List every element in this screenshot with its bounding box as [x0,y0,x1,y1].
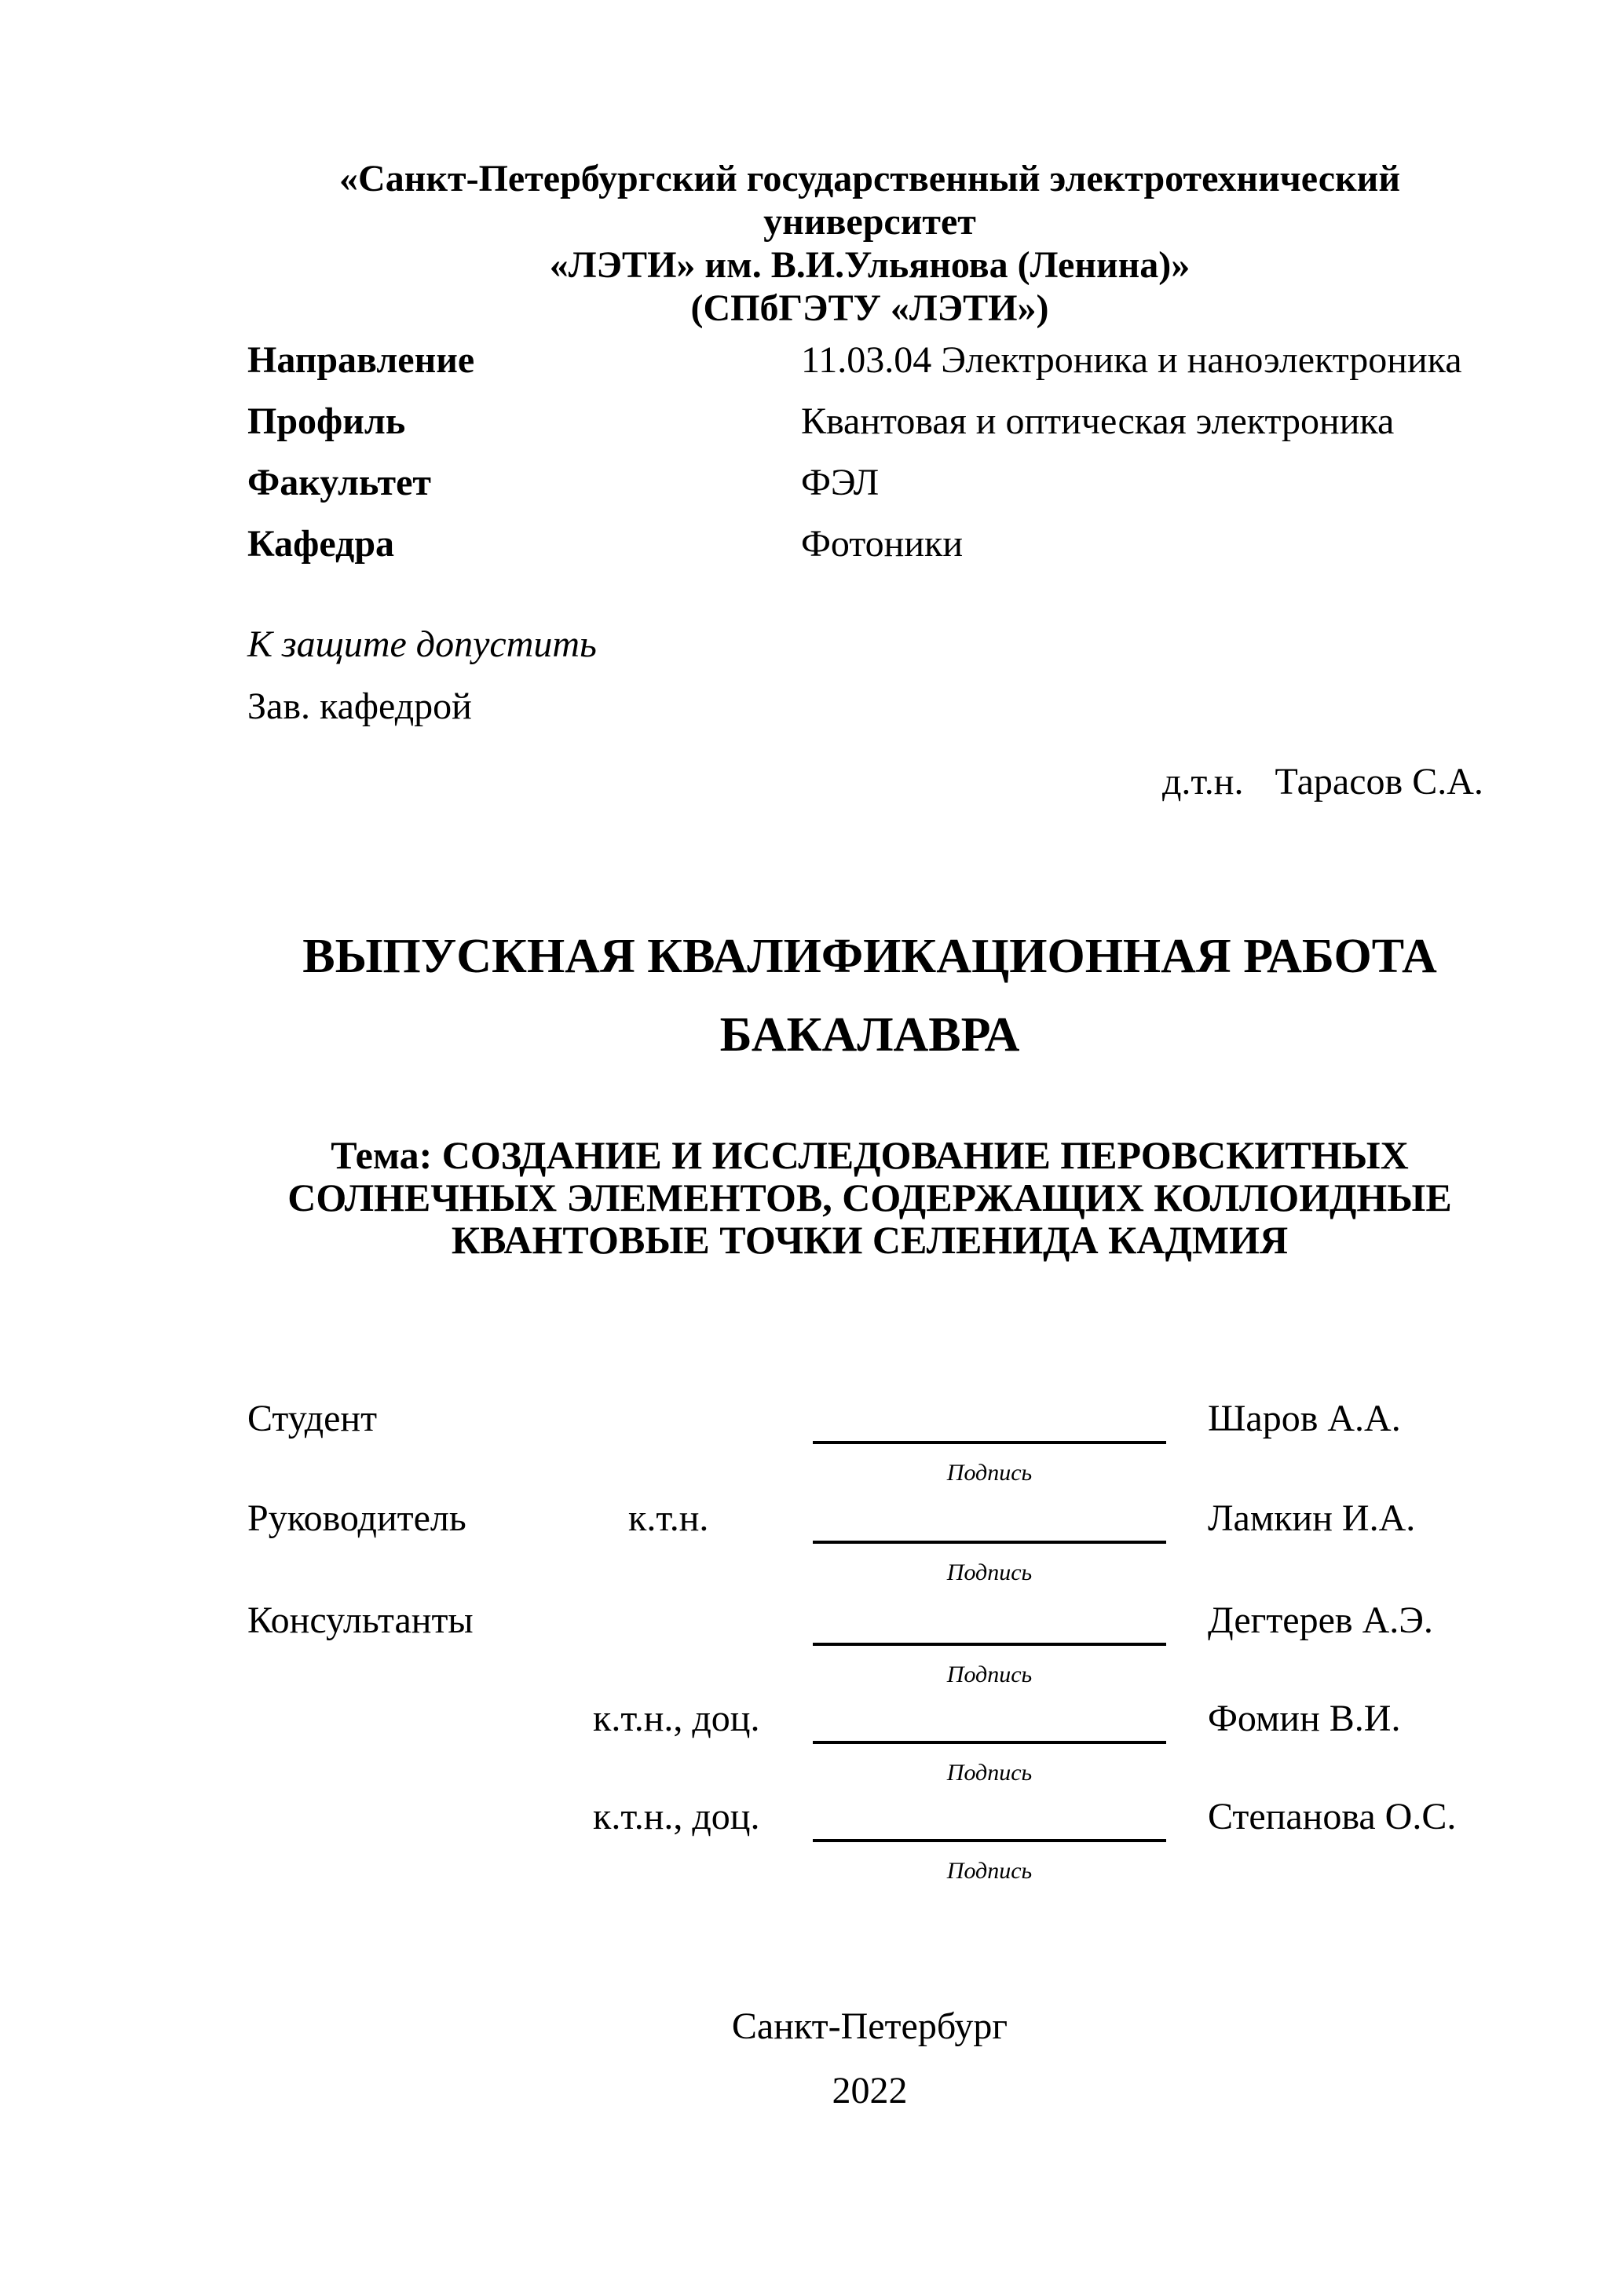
admission-permit-line: К защите допустить [247,623,597,665]
topic-line2: СОЛНЕЧНЫХ ЭЛЕМЕНТОВ, СОДЕРЖАЩИХ КОЛЛОИДНЫЕ [287,1175,1452,1219]
department-head-name: Тарасов С.А. [1275,761,1483,803]
supervisor-signature-caption: Подпись [946,1559,1033,1585]
university-abbreviation: (СПбГЭТУ «ЛЭТИ») [690,287,1049,329]
consultant2-degree: к.т.н., доц. [593,1698,760,1739]
student-signature-caption: Подпись [946,1460,1033,1486]
student-role-label: Студент [247,1398,378,1439]
footer-city: Санкт-Петербург [731,2005,1008,2047]
faculty-label: Факультет [247,462,431,503]
faculty-value: ФЭЛ [801,462,880,503]
university-header [232,157,1508,330]
topic-line1: Тема: СОЗДАНИЕ И ИССЛЕДОВАНИЕ ПЕРОВСКИТНЫХ [331,1133,1409,1177]
field-row-department [0,525,1624,580]
department-value: Фотоники [801,523,964,565]
direction-label: Направление [247,339,475,381]
consultant3-degree: к.т.н., доц. [593,1796,760,1837]
consultant1-signature-line [813,1643,1166,1646]
field-row-profile [0,400,1624,458]
supervisor-degree: к.т.н. [628,1497,709,1539]
student-name: Шаров А.А. [1208,1398,1401,1439]
topic-line3: КВАНТОВЫЕ ТОЧКИ СЕЛЕНИДА КАДМИЯ [451,1218,1289,1262]
consultants-role-label: Консультанты [247,1600,474,1641]
consultant2-signature-line [813,1741,1166,1744]
direction-value: 11.03.04 Электроника и наноэлектроника [801,339,1462,381]
consultant1-signature-caption: Подпись [946,1662,1033,1687]
signature-row-consultant-2 [0,1700,1624,1798]
department-head-degree: д.т.н. [1162,761,1244,803]
supervisor-signature-line [813,1541,1166,1544]
consultant2-signature-caption: Подпись [946,1760,1033,1786]
consultant1-name: Дегтерев А.Э. [1208,1600,1433,1641]
signature-row-consultant-1 [0,1602,1624,1700]
signature-row-consultant-3 [0,1798,1624,1896]
work-type-title-line2: БАКАЛАВРА [719,1008,1020,1062]
field-row-faculty [0,464,1624,519]
profile-label: Профиль [247,400,406,442]
footer-year: 2022 [832,2070,908,2111]
university-name-line2: «ЛЭТИ» им. В.И.Ульянова (Ленина)» [549,244,1191,286]
supervisor-name: Ламкин И.А. [1208,1497,1416,1539]
department-label: Кафедра [247,523,395,565]
consultant3-signature-line [813,1839,1166,1842]
work-type-title-line1: ВЫПУСКНАЯ КВАЛИФИКАЦИОННАЯ РАБОТА [302,930,1437,983]
profile-value: Квантовая и оптическая электроника [801,400,1395,442]
thesis-topic [232,1134,1508,1261]
university-name-line1: «Санкт-Петербургский государственный электротехнический университет [339,158,1400,243]
field-row-direction [0,339,1624,397]
consultant2-name: Фомин В.И. [1208,1698,1401,1739]
consultant3-signature-caption: Подпись [946,1858,1033,1884]
consultant3-name: Степанова О.С. [1208,1796,1457,1837]
student-signature-line [813,1441,1166,1444]
signature-row-student [0,1400,1624,1498]
department-head-signature [1162,763,1483,801]
department-head-title: Зав. кафедрой [247,686,472,727]
supervisor-role-label: Руководитель [247,1497,466,1539]
signature-row-supervisor [0,1497,1624,1598]
